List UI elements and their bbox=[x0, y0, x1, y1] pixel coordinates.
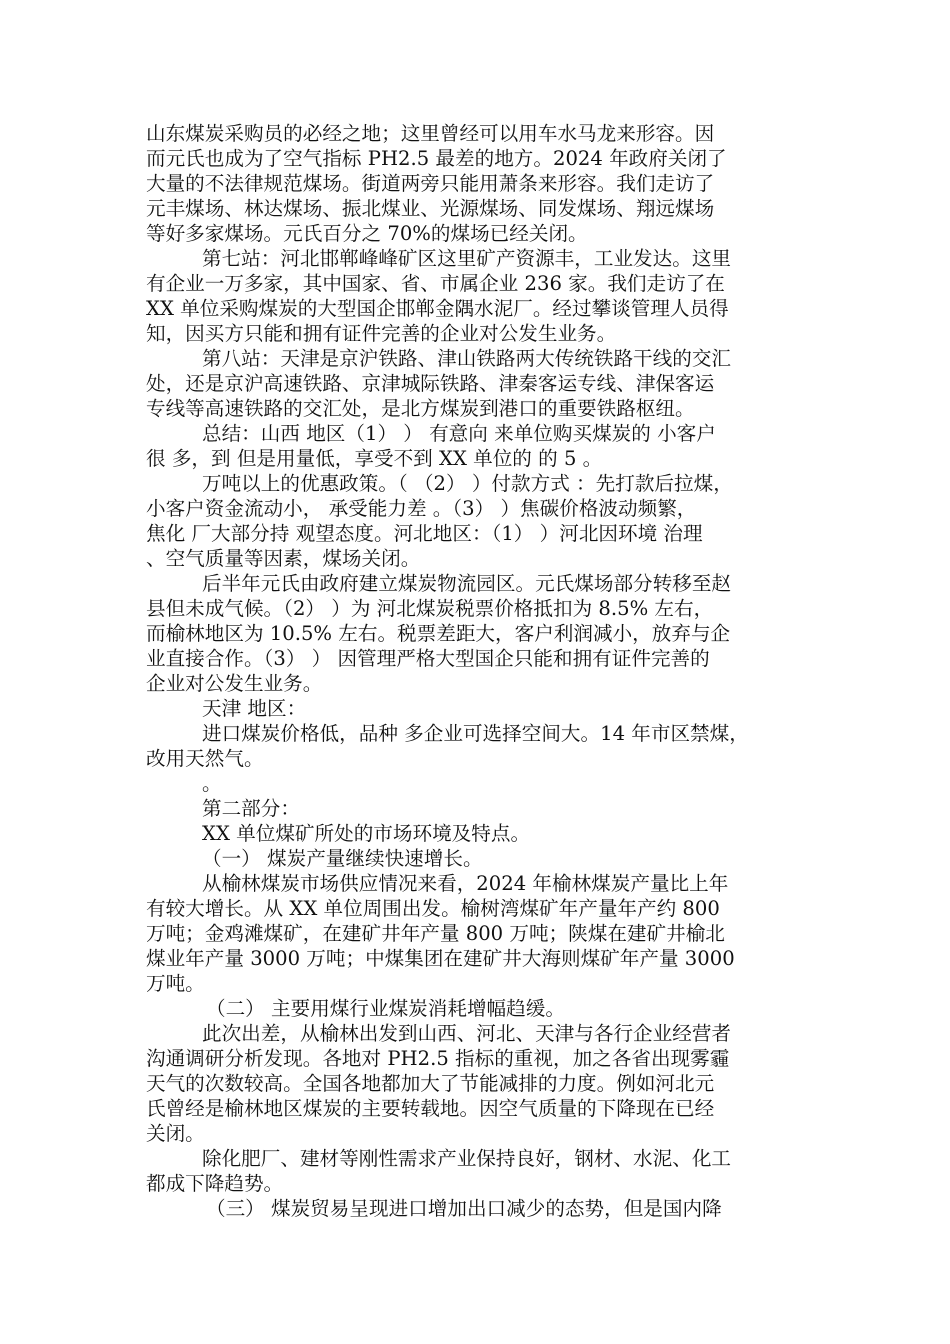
text-line: 氏曾经是榆林地区煤炭的主要转载地。因空气质量的下降现在已经 bbox=[146, 1097, 715, 1120]
text-line: 业直接合作。（3） ） 因管理严格大型国企只能和拥有证件完善的 bbox=[146, 647, 710, 670]
text-line: 天津 地区： bbox=[202, 697, 307, 720]
text-line: 企业对公发生业务。 bbox=[146, 672, 323, 695]
text-line: 除化肥厂、建材等刚性需求产业保持良好，钢材、水泥、化工 bbox=[202, 1147, 732, 1170]
text-line: （二） 主要用煤行业煤炭消耗增幅趋缓。 bbox=[206, 997, 565, 1020]
text-line: 有企业一万多家，其中国家、省、市属企业 236 家。我们走访了在 bbox=[146, 272, 725, 295]
text-line: 后半年元氏由政府建立煤炭物流园区。元氏煤场部分转移至赵 bbox=[202, 572, 732, 595]
text-line: 处，还是京沪高速铁路、京津城际铁路、津秦客运专线、津保客运 bbox=[146, 372, 715, 395]
text-line: 、空气质量等因素，煤场关闭。 bbox=[146, 547, 421, 570]
text-line: 焦化 厂大部分持 观望态度。河北地区：（1） ）河北因环境 治理 bbox=[146, 522, 703, 545]
text-line: （一） 煤炭产量继续快速增长。 bbox=[202, 847, 483, 870]
text-line: 有较大增长。从 XX 单位周围出发。榆树湾煤矿年产量年产约 800 bbox=[146, 897, 720, 920]
text-line: 等好多家煤场。元氏百分之 70%的煤场已经关闭。 bbox=[146, 222, 588, 245]
text-line: 沟通调研分析发现。各地对 PH2.5 指标的重视，加之各省出现雾霾 bbox=[146, 1047, 730, 1070]
text-line: XX 单位采购煤炭的大型国企邯郸金隅水泥厂。经过攀谈管理人员得 bbox=[146, 297, 729, 320]
text-line: 都成下降趋势。 bbox=[146, 1172, 284, 1195]
document-body bbox=[146, 121, 818, 1221]
text-line: 而元氏也成为了空气指标 PH2.5 最差的地方。2024 年政府关闭了 bbox=[146, 147, 727, 170]
text-line: 进口煤炭价格低，品种 多企业可选择空间大。14 年市区禁煤， bbox=[202, 722, 749, 745]
text-line: 第八站：天津是京沪铁路、津山铁路两大传统铁路干线的交汇 bbox=[202, 347, 732, 370]
text-line: 而榆林地区为 10.5% 左右。税票差距大，客户利润减小，放弃与企 bbox=[146, 622, 731, 645]
text-line: 山东煤炭采购员的必经之地；这里曾经可以用车水马龙来形容。因 bbox=[146, 122, 715, 145]
text-line: 第七站：河北邯郸峰峰矿区这里矿产资源丰，工业发达。这里 bbox=[202, 247, 732, 270]
text-line: 很 多，到 但是用量低，享受不到 XX 单位的 的 5 。 bbox=[146, 447, 603, 470]
text-line: （三） 煤炭贸易呈现进口增加出口减少的态势，但是国内降 bbox=[206, 1197, 722, 1220]
text-line: 第二部分： bbox=[202, 797, 300, 820]
text-line: 关闭。 bbox=[146, 1122, 205, 1145]
text-line: 改用天然气。 bbox=[146, 747, 264, 770]
text-line: 大量的不法律规范煤场。街道两旁只能用萧条来形容。我们走访了 bbox=[146, 172, 715, 195]
text-line: 专线等高速铁路的交汇处，是北方煤炭到港口的重要铁路枢纽。 bbox=[146, 397, 695, 420]
text-line: XX 单位煤矿所处的市场环境及特点。 bbox=[202, 822, 531, 845]
text-line: 此次出差，从榆林出发到山西、河北、天津与各行企业经营者 bbox=[202, 1022, 732, 1045]
text-line: 县但未成气候。（2） ）为 河北煤炭税票价格抵扣为 8.5% 左右， bbox=[146, 597, 714, 620]
text-line: 万吨；金鸡滩煤矿，在建矿井年产量 800 万吨；陕煤在建矿井榆北 bbox=[146, 922, 725, 945]
text-line: 。 bbox=[202, 772, 222, 795]
text-line: 煤业年产量 3000 万吨；中煤集团在建矿井大海则煤矿年产量 3000 bbox=[146, 947, 735, 970]
text-line: 总结：山西 地区（1） ） 有意向 来单位购买煤炭的 小客户 bbox=[202, 422, 716, 445]
text-line: 知，因买方只能和拥有证件完善的企业对公发生业务。 bbox=[146, 322, 617, 345]
text-line: 小客户资金流动小， 承受能力差 。（3） ）焦碳价格波动频繁， bbox=[146, 497, 697, 520]
text-line: 元丰煤场、林达煤场、振北煤业、光源煤场、同发煤场、翔远煤场 bbox=[146, 197, 715, 220]
text-line: 万吨。 bbox=[146, 972, 205, 995]
text-line: 万吨以上的优惠政策。（ （2） ）付款方式 ：先打款后拉煤， bbox=[202, 472, 733, 495]
text-line: 天气的次数较高。全国各地都加大了节能减排的力度。例如河北元 bbox=[146, 1072, 715, 1095]
text-line: 从榆林煤炭市场供应情况来看，2024 年榆林煤炭产量比上年 bbox=[202, 872, 729, 895]
